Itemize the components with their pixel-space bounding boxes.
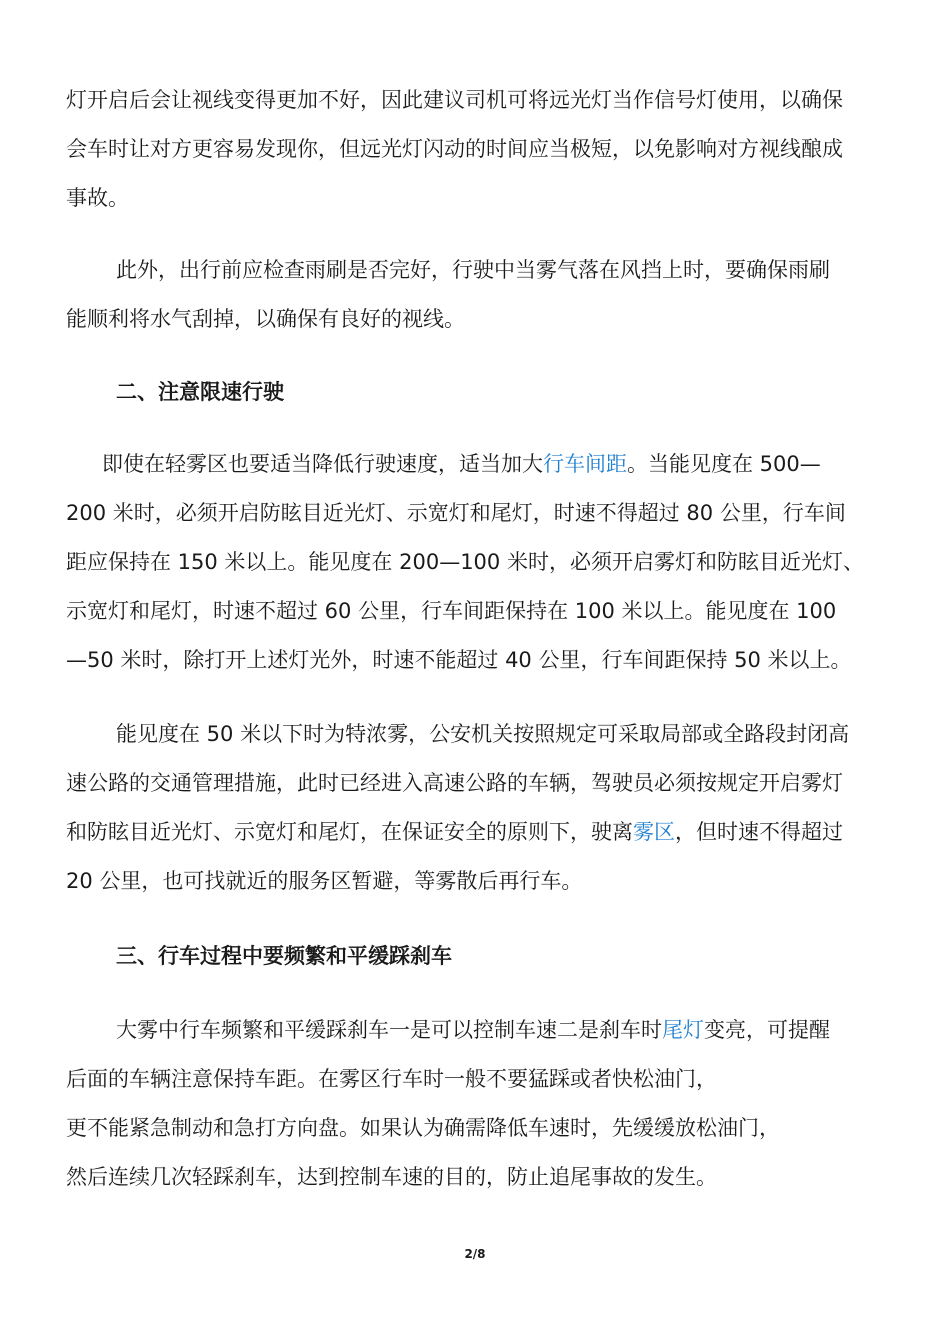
paragraph-line: 更不能紧急制动和急打方向盘。如果认为确需降低车速时，先缓缓放松油门， [66, 1116, 780, 1140]
link-fog-zone[interactable]: 雾区 [633, 820, 675, 844]
paragraph-wipers [66, 246, 901, 344]
page-number: 2/8 [464, 1247, 486, 1261]
paragraph-continuation [66, 76, 901, 223]
section-heading-speed-limit: 二、注意限速行驶 [116, 380, 284, 404]
section-heading-braking: 三、行车过程中要频繁和平缓踩刹车 [116, 944, 452, 968]
paragraph-line: 大雾中行车频繁和平缓踩刹车一是可以控制车速二是刹车时尾灯变亮，可提醒 [116, 1018, 830, 1042]
link-tail-light[interactable]: 尾灯 [662, 1018, 704, 1042]
paragraph-dense-fog [66, 710, 901, 906]
paragraph-braking [66, 1006, 901, 1202]
paragraph-line: 速公路的交通管理措施，此时已经进入高速公路的车辆，驾驶员必须按规定开启雾灯 [66, 771, 843, 795]
paragraph-line: —50 米时，除打开上述灯光外，时速不能超过 40 公里，行车间距保持 50 米以上。 [66, 648, 852, 672]
paragraph-line: 后面的车辆注意保持车距。在雾区行车时一般不要猛踩或者快松油门， [66, 1067, 717, 1091]
paragraph-line: 然后连续几次轻踩刹车，达到控制车速的目的，防止追尾事故的发生。 [66, 1165, 717, 1189]
paragraph-line: 能顺利将水气刮掉，以确保有良好的视线。 [66, 307, 465, 331]
paragraph-line: 200 米时，必须开启防眩目近光灯、示宽灯和尾灯，时速不得超过 80 公里，行车间 [66, 501, 846, 525]
paragraph-line: 能见度在 50 米以下时为特浓雾，公安机关按照规定可采取局部或全路段封闭高 [116, 722, 850, 746]
paragraph-line: 和防眩目近光灯、示宽灯和尾灯，在保证安全的原则下，驶离雾区，但时速不得超过 [66, 820, 843, 844]
paragraph-line: 灯开启后会让视线变得更加不好，因此建议司机可将远光灯当作信号灯使用，以确保 [66, 88, 843, 112]
paragraph-line: 即使在轻雾区也要适当降低行驶速度，适当加大行车间距。当能见度在 500— [102, 452, 821, 476]
paragraph-line: 会车时让对方更容易发现你，但远光灯闪动的时间应当极短，以免影响对方视线酿成 [66, 137, 843, 161]
paragraph-line: 距应保持在 150 米以上。能见度在 200—100 米时，必须开启雾灯和防眩目近光灯、 [66, 550, 864, 574]
paragraph-line: 20 公里，也可找就近的服务区暂避，等雾散后再行车。 [66, 869, 583, 893]
paragraph-line: 示宽灯和尾灯，时速不超过 60 公里，行车间距保持在 100 米以上。能见度在 100 [66, 599, 837, 623]
link-following-distance[interactable]: 行车间距 [543, 452, 627, 476]
paragraph-line: 事故。 [66, 186, 129, 210]
paragraph-line: 此外，出行前应检查雨刷是否完好，行驶中当雾气落在风挡上时，要确保雨刷 [116, 258, 830, 282]
paragraph-speed-limits [66, 440, 901, 685]
